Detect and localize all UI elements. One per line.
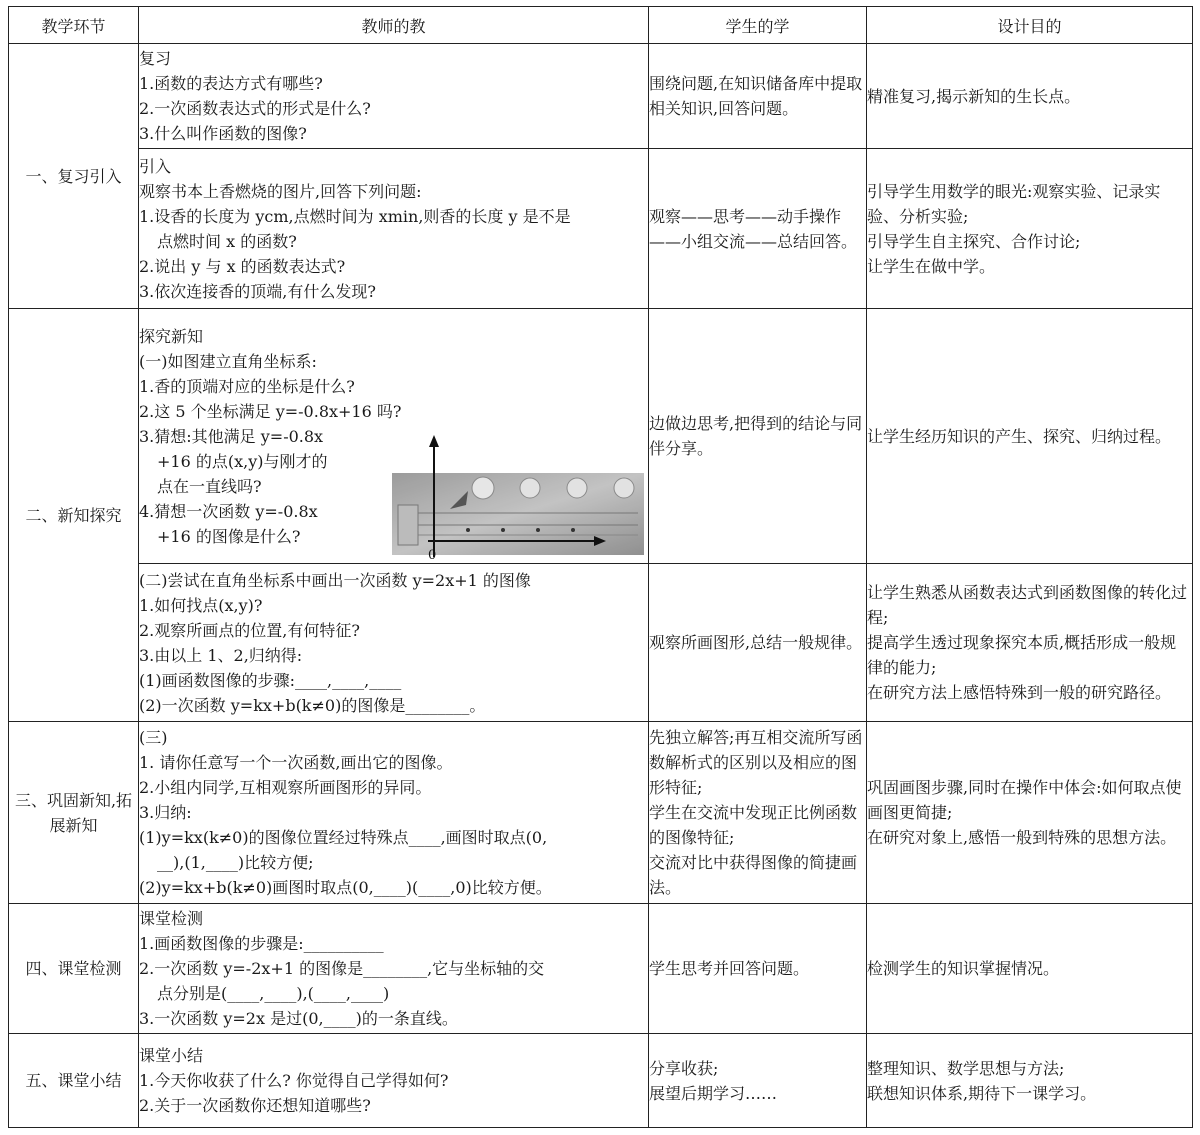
table-row: [9, 564, 1193, 722]
teacher-cell: [139, 44, 649, 149]
table-row: [9, 722, 1193, 904]
text-line: 3.什么叫作函数的图像?: [139, 124, 307, 143]
text-line: +16 的点(x,y)与刚才的: [157, 451, 328, 471]
incense-tip-icon: [472, 477, 494, 499]
photo-shade: [392, 473, 644, 555]
text-line: 展望后期学习……: [649, 1083, 778, 1103]
goal-cell: [867, 564, 1193, 722]
student-cell: 观察所画图形,总结一般规律。: [649, 564, 867, 722]
text-line: 3.由以上 1、2,归纳得:: [139, 645, 303, 665]
incense-tip-icon: [614, 478, 634, 498]
teacher-cell: [139, 904, 649, 1034]
text-line: 2.小组内同学,互相观察所画图形的异同。: [139, 778, 432, 797]
section-title: 课堂小结: [139, 1046, 204, 1065]
data-point-icon: [466, 528, 470, 532]
text-line: (1)y=kx(k≠0)的图像位置经过特殊点____,画图时取点(0,: [139, 828, 548, 847]
stage-cell: 二、新知探究: [9, 309, 139, 722]
text-line: 2.一次函数 y=-2x+1 的图像是________,它与坐标轴的交: [139, 959, 545, 978]
text-line: 2.一次函数表达式的形式是什么?: [139, 99, 371, 118]
text-line: 3.依次连接香的顶端,有什么发现?: [139, 281, 376, 301]
text-line: 2.观察所画点的位置,有何特征?: [139, 620, 360, 640]
text-line: 在研究对象上,感悟一般到特殊的思想方法。: [867, 828, 1177, 847]
table-row: [9, 44, 1193, 149]
y-axis-arrow-icon: [429, 435, 439, 447]
text-line: 引导学生用数学的眼光:观察实验、记录实验、分析实验;: [867, 181, 1161, 226]
table-row: [9, 904, 1193, 1034]
goal-cell: 精准复习,揭示新知的生长点。: [867, 44, 1193, 149]
stage-cell: 三、巩固新知,拓展新知: [9, 722, 139, 904]
text-line: 1.设香的长度为 ycm,点燃时间为 xmin,则香的长度 y 是不是: [139, 206, 571, 226]
section-title: 复习: [139, 49, 172, 68]
teacher-cell: [139, 1034, 649, 1128]
text-line: (一)如图建立直角坐标系:: [139, 351, 317, 371]
text-line: 让学生熟悉从函数表达式到函数图像的转化过程;: [867, 583, 1188, 627]
goal-cell: [867, 722, 1193, 904]
header-row: [9, 7, 1193, 44]
text-line: 引导学生自主探究、合作讨论;: [867, 231, 1081, 251]
text-line: 2.关于一次函数你还想知道哪些?: [139, 1096, 371, 1115]
text-line: 巩固画图步骤,同时在操作中体会:如何取点使画图更简捷;: [867, 778, 1182, 822]
student-cell: 围绕问题,在知识储备库中提取相关知识,回答问题。: [649, 44, 867, 149]
text-line: 1.如何找点(x,y)?: [139, 595, 263, 615]
teacher-cell: [139, 564, 649, 722]
text-line: 先独立解答;再互相交流所写函数解析式的区别以及相应的图形特征;: [649, 728, 863, 797]
text-line: 分享收获;: [649, 1058, 719, 1078]
header-goal: 设计目的: [867, 7, 1193, 44]
text-line: 1.香的顶端对应的坐标是什么?: [139, 376, 355, 396]
text-line: 1.函数的表达方式有哪些?: [139, 74, 323, 93]
incense-tip-icon: [520, 478, 540, 498]
student-cell: 观察——思考——动手操作——小组交流——总结回答。: [649, 149, 867, 309]
incense-tip-icon: [567, 478, 587, 498]
origin-label: 0: [428, 548, 437, 563]
text-line: 2.这 5 个坐标满足 y=-0.8x+16 吗?: [139, 401, 402, 421]
section-title: 课堂检测: [139, 909, 204, 928]
text-line: 3.归纳:: [139, 803, 192, 822]
text-line: __),(1,____)比较方便;: [157, 853, 314, 872]
text-line: 2.说出 y 与 x 的函数表达式?: [139, 256, 346, 276]
text-line: (2)一次函数 y=kx+b(k≠0)的图像是________。: [139, 695, 486, 715]
teacher-cell: [139, 309, 649, 564]
text-line: (1)画函数图像的步骤:____,____,____: [139, 670, 402, 690]
stage-cell: 一、复习引入: [9, 44, 139, 309]
text-line: 3.猜想:其他满足 y=-0.8x: [139, 426, 324, 446]
text-line: 在研究方法上感悟特殊到一般的研究路径。: [867, 683, 1172, 702]
student-cell: 学生思考并回答问题。: [649, 904, 867, 1034]
goal-cell: 让学生经历知识的产生、探究、归纳过程。: [867, 309, 1193, 564]
text-line: 整理知识、数学思想与方法;: [867, 1058, 1065, 1078]
header-teacher: 教师的教: [139, 7, 649, 44]
header-stage: 教学环节: [9, 7, 139, 44]
section-title: 探究新知: [139, 326, 204, 346]
text-line: (二)尝试在直角坐标系中画出一次函数 y=2x+1 的图像: [139, 570, 531, 590]
text-line: +16 的图像是什么?: [157, 526, 301, 546]
goal-cell: [867, 1034, 1193, 1128]
student-cell: [649, 722, 867, 904]
table-row: [9, 149, 1193, 309]
text-line: 学生在交流中发现正比例函数的图像特征;: [649, 803, 858, 847]
text-line: 1. 请你任意写一个一次函数,画出它的图像。: [139, 753, 453, 772]
text-line: 1.今天你收获了什么? 你觉得自己学得如何?: [139, 1071, 449, 1090]
text-line: 观察书本上香燃烧的图片,回答下列问题:: [139, 181, 422, 201]
student-cell: [649, 1034, 867, 1128]
header-student: 学生的学: [649, 7, 867, 44]
stage-cell: 四、课堂检测: [9, 904, 139, 1034]
data-point-icon: [571, 528, 575, 532]
text-line: 点分别是(____,____),(____,____): [157, 984, 390, 1003]
text-line: 提高学生透过现象探究本质,概括形成一般规律的能力;: [867, 633, 1177, 677]
data-point-icon: [536, 528, 540, 532]
text-line: 联想知识体系,期待下一课学习。: [867, 1083, 1097, 1103]
data-point-icon: [501, 528, 505, 532]
text-line: 3.一次函数 y=2x 是过(0,____)的一条直线。: [139, 1009, 458, 1028]
ruler-scale: [398, 505, 418, 545]
text-line: 1.画函数图像的步骤是:__________: [139, 934, 384, 953]
teacher-cell: [139, 149, 649, 309]
text-line: 4.猜想一次函数 y=-0.8x: [139, 501, 318, 521]
goal-cell: [867, 149, 1193, 309]
text-line: 点燃时间 x 的函数?: [157, 231, 297, 251]
text-line: 让学生在做中学。: [867, 256, 996, 276]
section-title: 引入: [139, 156, 172, 176]
text-line: (2)y=kx+b(k≠0)画图时取点(0,____)(____,0)比较方便。: [139, 878, 552, 897]
table-row: [9, 1034, 1193, 1128]
table-row: [9, 309, 1193, 564]
teacher-cell: [139, 722, 649, 904]
lesson-plan-table: [8, 6, 1193, 1128]
section-title: (三): [139, 728, 168, 747]
text-line: 点在一直线吗?: [157, 476, 262, 496]
goal-cell: 检测学生的知识掌握情况。: [867, 904, 1193, 1034]
stage-cell: 五、课堂小结: [9, 1034, 139, 1128]
text-line: 交流对比中获得图像的简捷画法。: [649, 853, 858, 897]
student-cell: 边做边思考,把得到的结论与同伴分享。: [649, 309, 867, 564]
incense-coordinate-figure: [388, 435, 644, 563]
